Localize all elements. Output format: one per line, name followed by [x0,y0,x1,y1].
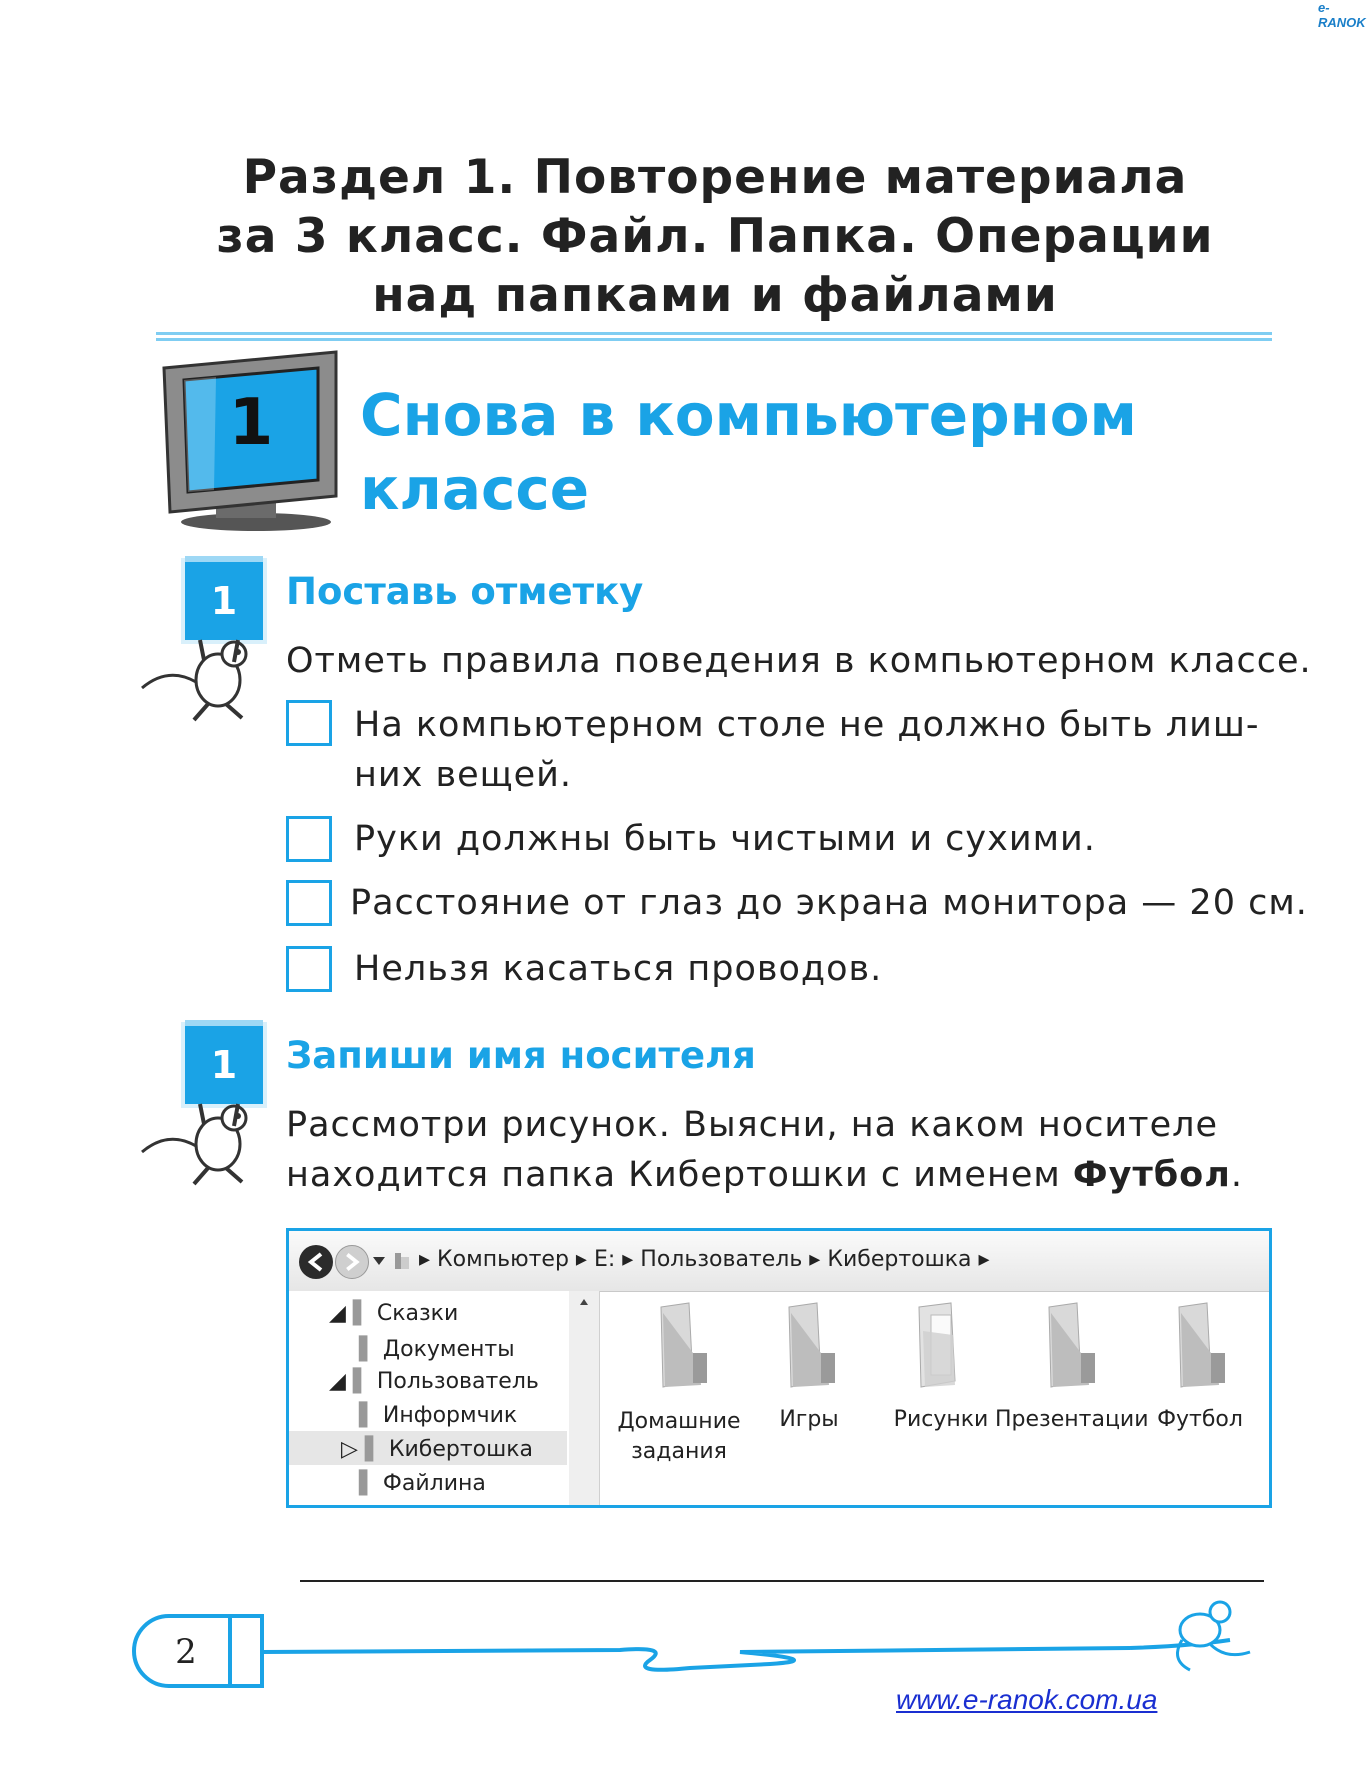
mouse-mascot-icon [138,1100,268,1190]
task-instruction: Отметь правила поведения в компьютерном классе. [286,641,1312,681]
folder-label: Презентации [995,1407,1149,1432]
back-button[interactable] [299,1245,333,1279]
answer-line[interactable] [300,1580,1264,1582]
scrollbar[interactable] [569,1291,600,1505]
folder-icon [769,1301,849,1391]
task-text-line-2 [286,1150,1276,1200]
breadcrumb-item[interactable]: Пользователь [640,1247,803,1272]
folder-icon: ▌ [352,1301,370,1326]
forward-button[interactable] [335,1245,369,1279]
rule-option-2: Руки должны быть чистыми и сухими. [354,819,1096,859]
rule-checkbox-2[interactable] [286,816,332,862]
arrow-right-icon [336,1246,368,1278]
section-title-line-3: над папками и файлами [372,268,1058,323]
monitor-icon [156,346,346,536]
task-title: Поставь отметку [286,570,644,613]
folder-tree [289,1291,570,1505]
folder-icon [1029,1301,1109,1391]
mouse-mascot-icon [138,636,268,726]
rule-checkbox-4[interactable] [286,946,332,992]
folder-icon: ▌ [352,1369,370,1394]
folder-icon: ▌ [359,1471,376,1496]
breadcrumb-item[interactable]: Кибертошка [827,1247,972,1272]
folder-label: Рисунки [893,1407,989,1432]
section-title-line-2: за 3 класс. Файл. Папка. Операции [216,209,1214,264]
section-title [150,148,1280,325]
tree-item[interactable]: ▌ Документы [359,1337,515,1362]
rule-option-1-line-1: На компьютерном столе не должно быть лиш- [354,705,1260,745]
task-text-line-2-suffix: . [1230,1155,1243,1195]
folder-icon [1159,1301,1239,1391]
rule-checkbox-3[interactable] [286,880,332,926]
scroll-up-icon[interactable] [569,1291,599,1311]
tree-item[interactable]: ◢ ▌ Сказки [329,1301,459,1326]
task-text-line-2-prefix: находится папка Кибертошки с именем [286,1155,1073,1195]
publisher-website-link[interactable]: www.e-ranok.com.ua [896,1684,1158,1715]
mouse-mascot-icon [1178,1602,1251,1670]
tree-item-selected[interactable]: ▷ ▌ Кибертошка [289,1431,567,1465]
folder-icon [393,1249,413,1271]
lesson-number: 1 [228,386,274,460]
folder-item[interactable] [641,1301,721,1395]
rule-option-1 [354,700,1274,800]
file-explorer-window [286,1228,1272,1508]
folder-label: Домашние задания [617,1409,741,1464]
folder-icon: ▌ [359,1403,376,1428]
folder-icon: ▌ [364,1437,382,1462]
tree-item[interactable]: ◢ ▌ Пользователь [329,1369,539,1394]
rule-option-3: Расстояние от глаз до экрана монитора — 20 см. [350,883,1308,923]
breadcrumb-item[interactable]: E: [593,1247,616,1272]
page-number: 2 [175,1632,197,1672]
rule-checkbox-1[interactable] [286,700,332,746]
lesson-title [360,378,1260,526]
dropdown-caret-icon[interactable] [373,1257,385,1267]
folder-icon [641,1301,721,1391]
lesson-title-line-2: классе [360,455,590,523]
task-text [286,1100,1276,1200]
task-badge: 1 [185,1026,263,1104]
section-divider [156,332,1272,342]
tree-item[interactable]: ▌ Файлина [359,1471,486,1496]
folder-item[interactable] [769,1301,849,1395]
folder-label: Игры [779,1407,839,1432]
arrow-left-icon [299,1245,333,1279]
lesson-title-line-1: Снова в компьютерном [360,381,1137,449]
breadcrumb-item[interactable]: Компьютер [437,1247,569,1272]
task-badge: 1 [185,562,263,640]
folder-open-icon [901,1301,981,1391]
folder-item[interactable] [1029,1301,1109,1395]
address-bar [289,1231,1269,1292]
task-text-line-1: Рассмотри рисунок. Выясни, на каком носителе [286,1105,1219,1145]
rule-option-1-line-2: них вещей. [354,755,573,795]
tree-item[interactable]: ▌ Информчик [359,1403,518,1428]
rule-option-4: Нельзя касаться проводов. [354,949,883,989]
folder-item[interactable] [1159,1301,1239,1395]
task-title: Запиши имя носителя [286,1034,756,1077]
folder-item[interactable] [901,1301,981,1395]
section-title-line-1: Раздел 1. Повторение материала [242,150,1188,205]
target-folder-name: Футбол [1072,1155,1231,1195]
publisher-logo: e-RANOK [1318,0,1366,30]
breadcrumb: ▸ Компьютер ▸ E: ▸ Пользователь ▸ Кибертошка ▸ [419,1247,990,1272]
folder-icon: ▌ [359,1337,376,1362]
folder-label: Футбол [1157,1407,1243,1432]
